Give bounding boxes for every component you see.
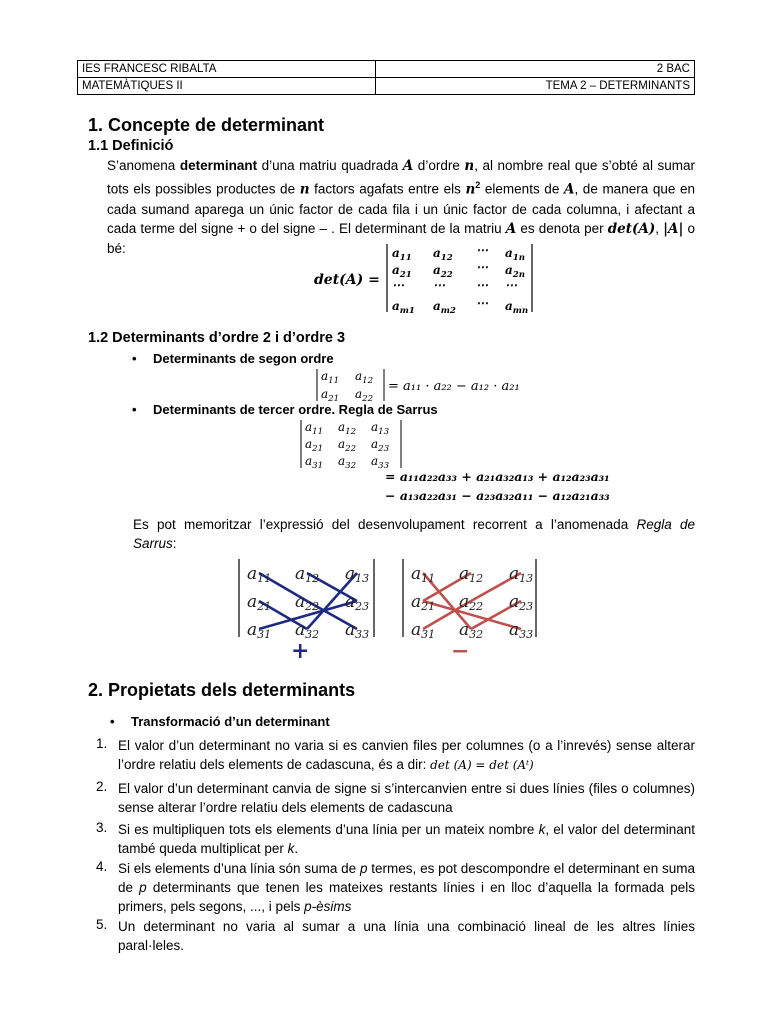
sarrus-entry: a32 <box>459 620 484 641</box>
item-2-number: 2. <box>96 779 108 794</box>
second-order-formula <box>313 367 553 403</box>
det3-entry: $a_{12}$ <box>338 420 357 437</box>
matrix-entries <box>392 243 528 316</box>
det2-entries <box>321 369 373 403</box>
sarrus-minus-diagram <box>403 559 536 664</box>
matrix-entry: ⋯ <box>476 278 488 292</box>
subsection-1-1-title: 1.1 Definició <box>88 138 174 154</box>
header-table <box>77 60 695 95</box>
sarrus-entry: a23 <box>509 592 534 613</box>
sarrus-entry: a12 <box>295 564 320 585</box>
item-3-number: 3. <box>96 820 108 835</box>
bullet-second-order: • Determinants de segon ordre <box>153 351 334 366</box>
keyword-determinant: determinant <box>179 158 258 173</box>
property-item-4: Si els elements d’una línia són suma de p termes, es pot descompondre el determinant en suma de p determinants que tenen les mateixes restants línies i en lloc d’aquella la formada pels primers, pels segons, ..., i pels p-èsims <box>118 861 696 914</box>
definition-paragraph: S’anomena determinant d’una matriu quadrada A d’ordre n, al nombre real que s’obté al sumar tots els possibles productes de n factors agafats entre els $n^2$ elements de A, de manera que en cada sumand aparega un únic factor de cada fila i un únic factor de cada columna, i afectant a cada terme del signe + o del signe – . El determinant de la matriu A es denota per det(A), |A| o bé: <box>107 158 695 256</box>
det-lhs: det(A) = <box>314 272 380 288</box>
det3-entry: $a_{33}$ <box>371 454 390 470</box>
matrix-entry: ⋯ <box>476 243 488 257</box>
sarrus-entry: a31 <box>411 620 436 641</box>
sarrus-entry: a21 <box>411 592 436 613</box>
det2-entry: $a_{12}$ <box>355 369 374 386</box>
property-item-2: El valor d’un determinant canvia de signe si s’intercanvien entre si dues línies (files o columnes) sense alterar l’ordre relatiu dels elements de cadascuna <box>118 781 695 815</box>
sarrus-entry: a23 <box>345 592 370 613</box>
det3-entry: $a_{22}$ <box>338 437 357 454</box>
sarrus-entry: a21 <box>247 592 272 613</box>
matrix-entry: $a_{22}$ <box>433 263 453 280</box>
det3-entry: $a_{23}$ <box>371 437 390 454</box>
sarrus-diagram <box>233 555 543 665</box>
matrix-entry: $a_{m1}$ <box>392 299 415 316</box>
section1-title: 1. Concepte de determinant <box>88 115 325 135</box>
matrix-entry: ⋯ <box>505 278 517 292</box>
memo-paragraph: Es pot memoritzar l’expressió del desenvolupament recorrent a l’anomenada Regla de Sarrus: <box>133 517 695 551</box>
sarrus-entry: a32 <box>295 620 320 641</box>
property-item-1: El valor d’un determinant no varia si es canvien files per columnes (o a l’inrevés) sense alterar l’ordre relatiu dels elements de cadascuna, és a dir: det (A) = det (Aᵗ) <box>118 738 695 772</box>
header-course: 2 BAC <box>376 61 695 78</box>
general-determinant-formula <box>300 240 550 316</box>
sarrus-entry: a22 <box>295 592 320 613</box>
matrix-entry: $a_{mn}$ <box>505 299 529 316</box>
header-topic: TEMA 2 – DETERMINANTS <box>376 78 695 95</box>
matrix-entry: ⋯ <box>392 278 404 292</box>
bullet-third-order: • Determinants de tercer ordre. Regla de Sarrus <box>153 402 438 417</box>
det3-entry: $a_{31}$ <box>305 454 324 470</box>
property-item-3: Si es multipliquen tots els elements d’una línia per un mateix nombre k, el valor del determinant també queda multiplicat per k. <box>118 822 696 856</box>
sarrus-entry: a12 <box>459 564 484 585</box>
matrix-entry: ⋯ <box>476 296 488 310</box>
sarrus-entry: a31 <box>247 620 272 641</box>
subsection-1-2-title: 1.2 Determinants d’ordre 2 i d’ordre 3 <box>88 330 346 346</box>
matrix-entry: $a_{2n}$ <box>505 263 526 280</box>
item-1-number: 1. <box>96 736 108 751</box>
plus-sign: + <box>291 638 310 664</box>
det2-entry: $a_{21}$ <box>321 387 340 403</box>
matrix-entry: $a_{m2}$ <box>433 299 456 316</box>
matrix-entry: $a_{11}$ <box>392 246 412 263</box>
header-subject: MATEMÀTIQUES II <box>78 78 376 95</box>
sarrus-expansion-line2: − a₁₃a₂₂a₃₁ − a₂₃a₃₂a₁₁ − a₁₂a₂₁a₃₃ <box>385 488 610 503</box>
det2-expansion: = a₁₁ · a₂₂ − a₁₂ · a₂₁ <box>388 379 520 394</box>
sarrus-entry: a33 <box>345 620 370 641</box>
sarrus-expansion-line1: = a₁₁a₂₂a₃₃ + a₂₁a₃₂a₁₃ + a₁₂a₂₃a₃₁ <box>385 469 610 484</box>
sarrus-entry: a13 <box>509 564 534 585</box>
det2-entry: $a_{11}$ <box>321 369 340 386</box>
sarrus-plus-diagram <box>239 559 374 664</box>
third-order-matrix <box>297 418 407 470</box>
sarrus-entry: a22 <box>459 592 484 613</box>
item-4-number: 4. <box>96 859 108 874</box>
sarrus-entry: a13 <box>345 564 370 585</box>
matrix-entry: $a_{1n}$ <box>505 246 526 263</box>
item-5-number: 5. <box>96 917 108 932</box>
section2-title: 2. Propietats dels determinants <box>88 680 356 700</box>
matrix-entry: ⋯ <box>476 260 488 274</box>
det3-entry: $a_{32}$ <box>338 454 357 470</box>
det3-entry: $a_{21}$ <box>305 437 324 454</box>
det3-entry: $a_{11}$ <box>305 420 324 437</box>
sarrus-entry: a33 <box>509 620 534 641</box>
minus-sign: − <box>451 638 470 664</box>
det3-entries <box>305 420 390 470</box>
matrix-entry: $a_{21}$ <box>392 263 412 280</box>
matrix-entry: ⋯ <box>433 278 445 292</box>
sarrus-rule-name: Regla de Sarrus <box>133 517 695 551</box>
det2-entry: $a_{22}$ <box>355 387 374 403</box>
property-item-5: Un determinant no varia al sumar a una línia una combinació lineal de les altres línies paral·leles. <box>118 919 695 953</box>
bullet-transformation: • Transformació d’un determinant <box>131 714 330 729</box>
sarrus-entry: a11 <box>411 564 436 585</box>
header-school: IES FRANCESC RIBALTA <box>78 61 376 78</box>
transpose-formula: det (A) = det (Aᵗ) <box>430 758 534 772</box>
matrix-entry: $a_{12}$ <box>433 246 453 263</box>
sarrus-entry: a11 <box>247 564 272 585</box>
det3-entry: $a_{13}$ <box>371 420 390 437</box>
